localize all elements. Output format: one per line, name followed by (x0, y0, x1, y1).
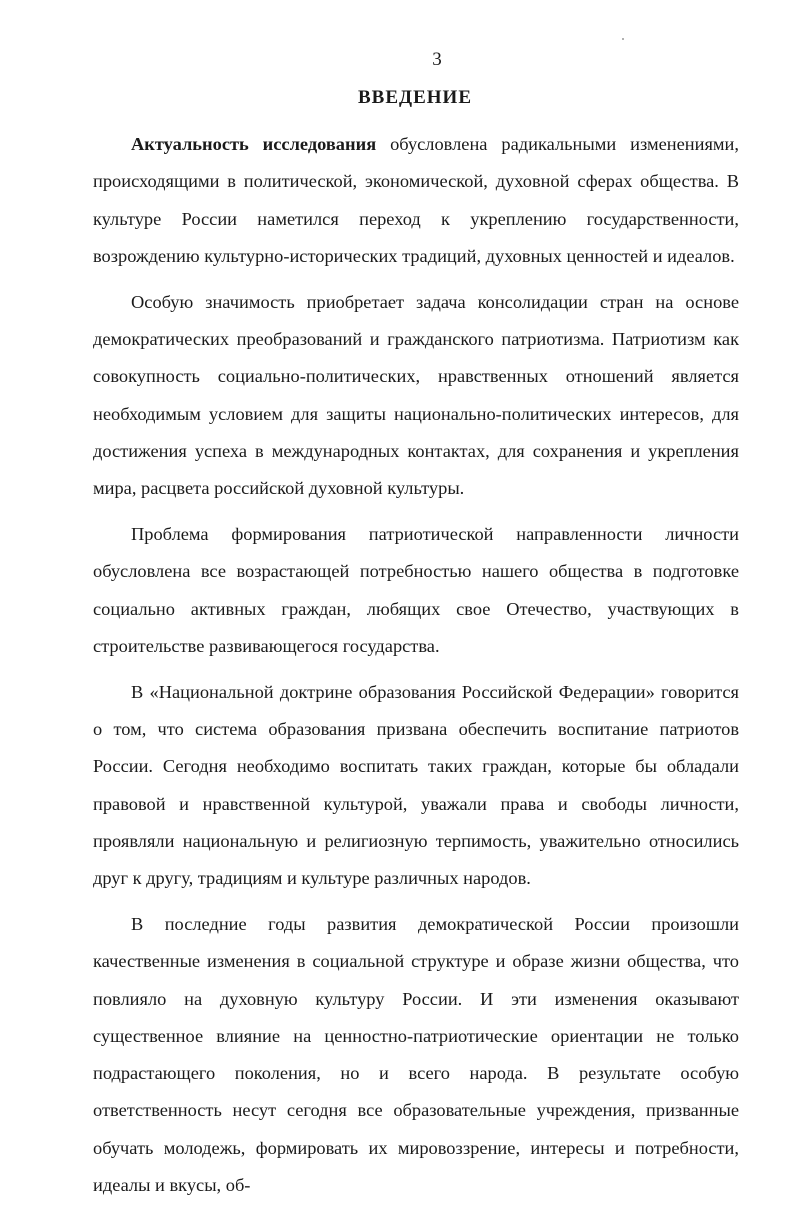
scan-speck (622, 38, 624, 40)
paragraph-relevance (93, 126, 739, 275)
page-number: 3 (432, 49, 442, 70)
paragraph-significance (93, 284, 739, 508)
paragraph-problem (93, 516, 739, 665)
paragraph-text: Проблема формирования патриотической направленности личности обусловлена все возрастающей потребностью нашего общества в подготовке социально активных граждан, любящих свое Отечество, участвующих в строительстве развивающегося государства. (93, 523, 739, 656)
paragraph-text: Особую значимость приобретает задача консолидации стран на основе демократических преобразований и гражданского патриотизма. Патриотизм как совокупность социально-политических, нравственных отношений является необходимым условием для защиты национально-политических интересов, для достижения успеха в международных контактах, для сохранения и укрепления мира, расцвета российской духовной культуры. (93, 291, 739, 499)
paragraph-text: В последние годы развития демократической России произошли качественные изменения в социальной структуре и образе жизни общества, что повлияло на духовную культуру России. И эти изменения оказывают существенное влияние на ценностно-патриотические ориентации не только подрастающего поколения, но и всего народа. В результате особую ответственность несут сегодня все образовательные учреждения, призванные обучать молодежь, формировать их мировоззрение, интересы и потребности, идеалы и вкусы, об- (93, 913, 739, 1196)
paragraph-text: В «Национальной доктрине образования Российской Федерации» говорится о том, что система образования призвана обеспечить воспитание патриотов России. Сегодня необходимо воспитать таких граждан, которые бы обладали правовой и нравственной культурой, уважали права и свободы личности, проявляли национальную и религиозную терпимость, уважительно относились друг к другу, традициям и культуре различных народов. (93, 681, 739, 889)
paragraph-text: обусловлена радикальными изменениями, происходящими в политической, экономической, духовной сферах общества. В культуре России наметился переход к укреплению государственности, возрождению культурно-исторических традиций, духовных ценностей и идеалов. (93, 134, 739, 266)
section-heading: ВВЕДЕНИЕ (358, 87, 472, 108)
paragraph-changes (93, 906, 739, 1204)
paragraph-lead: Актуальность исследования (131, 134, 377, 154)
body-text (93, 126, 739, 1213)
paragraph-doctrine (93, 674, 739, 898)
